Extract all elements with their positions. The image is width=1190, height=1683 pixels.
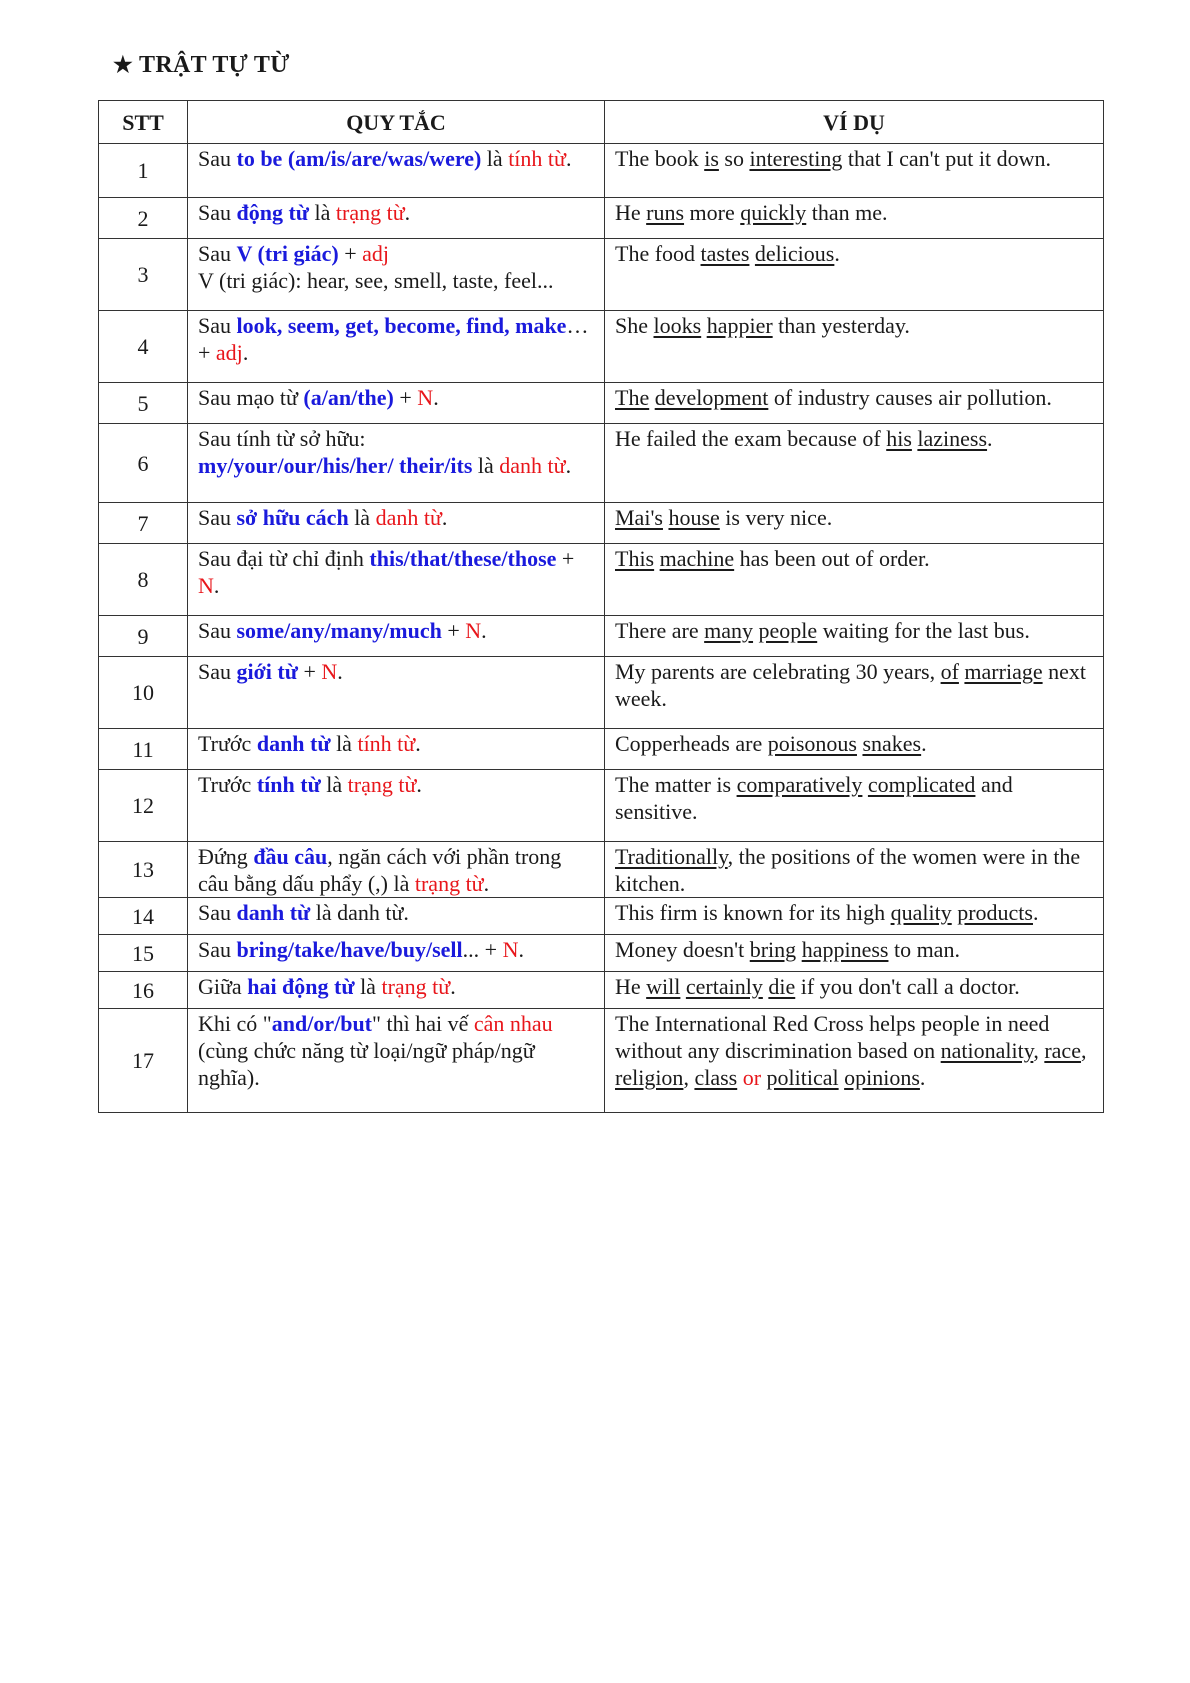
text-segment: , the positions of the women were in the kitchen. bbox=[615, 844, 1081, 896]
text-segment: là danh từ. bbox=[310, 900, 409, 925]
text-segment: … + bbox=[198, 313, 589, 365]
keyword: to be (am/is/are/was/were) bbox=[236, 146, 482, 171]
word-class: adj bbox=[362, 241, 390, 266]
keyword: sở hữu cách bbox=[236, 505, 349, 530]
row-number: 5 bbox=[99, 383, 188, 424]
row-number: 17 bbox=[99, 1009, 188, 1113]
text-segment: than yesterday. bbox=[772, 313, 910, 338]
word-class: cân nhau bbox=[473, 1011, 553, 1036]
underlined-word: tastes bbox=[700, 241, 750, 266]
text-segment: . bbox=[441, 505, 448, 530]
table-row bbox=[99, 503, 1104, 544]
word-class: N bbox=[465, 618, 482, 643]
text-segment: Sau bbox=[198, 659, 237, 684]
rule-cell bbox=[188, 144, 605, 198]
keyword: V (tri giác) bbox=[236, 241, 339, 266]
example-cell bbox=[605, 657, 1104, 729]
text-segment: (cùng chức năng từ loại/ngữ pháp/ngữ nghĩa). bbox=[198, 1038, 535, 1090]
rule-cell bbox=[188, 842, 605, 898]
text-segment: là bbox=[309, 200, 336, 225]
rule-cell bbox=[188, 729, 605, 770]
text-segment: . bbox=[481, 618, 487, 643]
text-segment: He failed the exam because of bbox=[615, 426, 887, 451]
text-segment: . bbox=[450, 974, 456, 999]
text-segment: V (tri giác): hear, see, smell, taste, feel... bbox=[198, 268, 554, 293]
example-cell bbox=[605, 898, 1104, 935]
text-segment: Trước bbox=[198, 772, 257, 797]
example-cell bbox=[605, 770, 1104, 842]
header-example: VÍ DỤ bbox=[605, 101, 1104, 144]
text-segment: more bbox=[684, 200, 741, 225]
text-segment: là bbox=[481, 146, 509, 171]
underlined-word: delicious bbox=[754, 241, 835, 266]
text-segment: là bbox=[354, 974, 382, 999]
example-cell bbox=[605, 842, 1104, 898]
text-segment: to man. bbox=[888, 937, 960, 962]
example-cell bbox=[605, 144, 1104, 198]
word-class: danh từ bbox=[375, 505, 442, 530]
text-segment: He bbox=[615, 974, 647, 999]
keyword: my/your/our/his/her/ their/its bbox=[198, 453, 473, 478]
word-class: tính từ bbox=[508, 146, 566, 171]
word-class: N bbox=[321, 659, 338, 684]
text-segment: . bbox=[415, 731, 421, 756]
underlined-word: race bbox=[1044, 1038, 1081, 1063]
table-row bbox=[99, 383, 1104, 424]
row-number: 9 bbox=[99, 616, 188, 657]
text-segment: . bbox=[404, 200, 411, 225]
example-cell bbox=[605, 544, 1104, 616]
table-row bbox=[99, 842, 1104, 898]
underlined-word: quality bbox=[890, 900, 952, 925]
underlined-word: political bbox=[766, 1065, 839, 1090]
text-segment: is very nice. bbox=[719, 505, 833, 530]
keyword: giới từ bbox=[236, 659, 298, 684]
text-segment: . bbox=[433, 385, 439, 410]
rule-cell bbox=[188, 239, 605, 311]
word-class: trạng từ bbox=[335, 200, 405, 225]
text-segment: Khi có " bbox=[198, 1011, 272, 1036]
table-row bbox=[99, 657, 1104, 729]
text-segment: Sau mạo từ bbox=[198, 385, 304, 410]
row-number: 7 bbox=[99, 503, 188, 544]
page-title-text: TRẬT TỰ TỪ bbox=[139, 52, 290, 78]
rule-cell bbox=[188, 657, 605, 729]
keyword: động từ bbox=[236, 200, 309, 225]
rule-cell bbox=[188, 424, 605, 503]
text-segment: . bbox=[565, 453, 572, 478]
text-segment: The book bbox=[615, 146, 705, 171]
text-segment: so bbox=[718, 146, 750, 171]
word-class: N bbox=[417, 385, 434, 410]
word-class: trạng từ bbox=[347, 772, 417, 797]
text-segment: This firm is known for its high bbox=[615, 900, 891, 925]
row-number: 12 bbox=[99, 770, 188, 842]
text-segment: . bbox=[483, 871, 490, 896]
row-number: 6 bbox=[99, 424, 188, 503]
text-segment: là bbox=[330, 731, 358, 756]
text-segment: . bbox=[213, 573, 220, 598]
underlined-word: complicated bbox=[867, 772, 976, 797]
text-segment: + bbox=[297, 659, 322, 684]
word-class: trạng từ bbox=[381, 974, 451, 999]
rule-cell bbox=[188, 544, 605, 616]
page-title bbox=[113, 52, 290, 79]
text-segment: . bbox=[987, 426, 993, 451]
table-row bbox=[99, 935, 1104, 972]
underlined-word: house bbox=[668, 505, 720, 530]
rule-cell bbox=[188, 770, 605, 842]
underlined-word: happiness bbox=[801, 937, 889, 962]
text-segment: Đứng bbox=[198, 844, 254, 869]
word-class: adj bbox=[215, 340, 243, 365]
header-rule: QUY TẮC bbox=[188, 101, 605, 144]
underlined-word: Traditionally bbox=[615, 844, 728, 869]
word-order-table bbox=[98, 100, 1104, 1113]
text-segment: là bbox=[320, 772, 348, 797]
text-segment: if you don't call a doctor. bbox=[795, 974, 1020, 999]
underlined-word: comparatively bbox=[736, 772, 863, 797]
underlined-word: people bbox=[758, 618, 818, 643]
text-segment: + bbox=[441, 618, 466, 643]
word-class: N bbox=[198, 573, 214, 598]
example-cell bbox=[605, 383, 1104, 424]
keyword: (a/an/the) bbox=[303, 385, 394, 410]
text-segment: , bbox=[683, 1065, 695, 1090]
example-cell bbox=[605, 616, 1104, 657]
text-segment: Copperheads are bbox=[615, 731, 768, 756]
text-segment: than me. bbox=[806, 200, 888, 225]
underlined-word: happier bbox=[706, 313, 773, 338]
row-number: 1 bbox=[99, 144, 188, 198]
text-segment: Sau bbox=[198, 313, 237, 338]
text-segment: She bbox=[615, 313, 654, 338]
row-number: 11 bbox=[99, 729, 188, 770]
header-stt: STT bbox=[99, 101, 188, 144]
row-number: 13 bbox=[99, 842, 188, 898]
example-cell bbox=[605, 729, 1104, 770]
text-segment: Sau tính từ sở hữu: bbox=[198, 426, 366, 451]
text-segment: " thì hai vế bbox=[372, 1011, 474, 1036]
underlined-word: runs bbox=[646, 200, 685, 225]
row-number: 2 bbox=[99, 198, 188, 239]
underlined-word: marriage bbox=[964, 659, 1043, 684]
underlined-word: Mai's bbox=[615, 505, 663, 530]
text-segment: + bbox=[556, 546, 575, 571]
text-segment: of industry causes air pollution. bbox=[768, 385, 1052, 410]
text-segment: waiting for the last bus. bbox=[817, 618, 1030, 643]
keyword: bring/take/have/buy/sell bbox=[236, 937, 463, 962]
text-segment: Money doesn't bbox=[615, 937, 750, 962]
word-class: or bbox=[742, 1065, 762, 1090]
rule-cell bbox=[188, 1009, 605, 1113]
example-cell bbox=[605, 1009, 1104, 1113]
rule-cell bbox=[188, 383, 605, 424]
text-segment: The matter is bbox=[615, 772, 737, 797]
star-icon: ★ bbox=[113, 52, 134, 77]
example-cell bbox=[605, 972, 1104, 1009]
text-segment: . bbox=[921, 731, 927, 756]
text-segment: Sau bbox=[198, 146, 237, 171]
table-row bbox=[99, 616, 1104, 657]
keyword: and/or/but bbox=[271, 1011, 373, 1036]
underlined-word: The bbox=[615, 385, 650, 410]
text-segment: . bbox=[337, 659, 343, 684]
underlined-word: machine bbox=[659, 546, 735, 571]
keyword: hai động từ bbox=[247, 974, 355, 999]
row-number: 10 bbox=[99, 657, 188, 729]
table-row bbox=[99, 311, 1104, 383]
example-cell bbox=[605, 239, 1104, 311]
text-segment: . bbox=[565, 146, 572, 171]
underlined-word: products bbox=[957, 900, 1033, 925]
rule-cell bbox=[188, 972, 605, 1009]
table-row bbox=[99, 544, 1104, 616]
example-cell bbox=[605, 935, 1104, 972]
table-row bbox=[99, 729, 1104, 770]
row-number: 15 bbox=[99, 935, 188, 972]
table-row bbox=[99, 144, 1104, 198]
text-segment: Sau bbox=[198, 618, 237, 643]
text-segment: Sau bbox=[198, 937, 237, 962]
table-row bbox=[99, 898, 1104, 935]
text-segment: ... + bbox=[462, 937, 503, 962]
text-segment: has been out of order. bbox=[734, 546, 930, 571]
rule-cell bbox=[188, 198, 605, 239]
underlined-word: poisonous bbox=[767, 731, 857, 756]
text-segment: that I can't put it down. bbox=[842, 146, 1051, 171]
word-class: tính từ bbox=[357, 731, 416, 756]
underlined-word: quickly bbox=[740, 200, 807, 225]
example-cell bbox=[605, 503, 1104, 544]
table-row bbox=[99, 1009, 1104, 1113]
table-row bbox=[99, 239, 1104, 311]
text-segment: . bbox=[1032, 900, 1039, 925]
text-segment: + bbox=[393, 385, 418, 410]
text-segment: , bbox=[1033, 1038, 1045, 1063]
text-segment: là bbox=[348, 505, 376, 530]
example-cell bbox=[605, 198, 1104, 239]
text-segment: Sau bbox=[198, 505, 237, 530]
table-row bbox=[99, 770, 1104, 842]
text-segment: Trước bbox=[198, 731, 257, 756]
keyword: tính từ bbox=[256, 772, 321, 797]
underlined-word: will bbox=[646, 974, 681, 999]
text-segment: . bbox=[242, 340, 249, 365]
row-number: 3 bbox=[99, 239, 188, 311]
keyword: đầu câu bbox=[253, 844, 328, 869]
text-segment: . bbox=[518, 937, 524, 962]
example-cell bbox=[605, 311, 1104, 383]
underlined-word: die bbox=[768, 974, 796, 999]
table-row bbox=[99, 198, 1104, 239]
text-segment: . bbox=[416, 772, 422, 797]
text-segment: Sau bbox=[198, 241, 237, 266]
underlined-word: many bbox=[704, 618, 754, 643]
word-class: danh từ bbox=[499, 453, 566, 478]
text-segment: , ngăn cách với phần trong câu bằng dấu phẩy (,) là bbox=[198, 844, 562, 896]
text-segment: The International Red Cross helps people in need without any discrimination based on bbox=[615, 1011, 1050, 1063]
text-segment: Sau đại từ chỉ định bbox=[198, 546, 370, 571]
text-segment: , bbox=[1080, 1038, 1087, 1063]
rule-cell bbox=[188, 311, 605, 383]
underlined-word: development bbox=[654, 385, 769, 410]
keyword: danh từ bbox=[256, 731, 331, 756]
underlined-word: snakes bbox=[862, 731, 922, 756]
text-segment: and sensitive. bbox=[615, 772, 1013, 824]
underlined-word: his bbox=[886, 426, 912, 451]
underlined-word: looks bbox=[653, 313, 702, 338]
word-class: N bbox=[502, 937, 519, 962]
underlined-word: This bbox=[615, 546, 655, 571]
row-number: 4 bbox=[99, 311, 188, 383]
header-row bbox=[99, 101, 1104, 144]
underlined-word: of bbox=[940, 659, 959, 684]
text-segment: next week. bbox=[615, 659, 1086, 711]
text-segment: là bbox=[472, 453, 500, 478]
row-number: 14 bbox=[99, 898, 188, 935]
underlined-word: class bbox=[694, 1065, 738, 1090]
text-segment: There are bbox=[615, 618, 705, 643]
row-number: 8 bbox=[99, 544, 188, 616]
text-segment: + bbox=[338, 241, 363, 266]
keyword: this/that/these/those bbox=[369, 546, 557, 571]
underlined-word: opinions bbox=[844, 1065, 920, 1090]
rule-cell bbox=[188, 935, 605, 972]
word-class: trạng từ bbox=[414, 871, 484, 896]
underlined-word: interesting bbox=[749, 146, 843, 171]
underlined-word: religion bbox=[615, 1065, 684, 1090]
text-segment: . bbox=[919, 1065, 926, 1090]
underlined-word: certainly bbox=[685, 974, 763, 999]
table-row bbox=[99, 424, 1104, 503]
text-segment: . bbox=[834, 241, 840, 266]
text-segment: Giữa bbox=[198, 974, 248, 999]
text-segment: He bbox=[615, 200, 647, 225]
rule-cell bbox=[188, 898, 605, 935]
underlined-word: is bbox=[704, 146, 719, 171]
example-cell bbox=[605, 424, 1104, 503]
text-segment: My parents are celebrating 30 years, bbox=[615, 659, 941, 684]
rule-cell bbox=[188, 503, 605, 544]
table-row bbox=[99, 972, 1104, 1009]
row-number: 16 bbox=[99, 972, 188, 1009]
underlined-word: nationality bbox=[940, 1038, 1034, 1063]
text-segment: Sau bbox=[198, 900, 237, 925]
keyword: look, seem, get, become, find, make bbox=[236, 313, 567, 338]
keyword: danh từ bbox=[236, 900, 311, 925]
underlined-word: laziness bbox=[917, 426, 988, 451]
keyword: some/any/many/much bbox=[236, 618, 442, 643]
underlined-word: bring bbox=[749, 937, 797, 962]
table-body bbox=[99, 144, 1104, 1113]
text-segment: The food bbox=[615, 241, 701, 266]
text-segment: Sau bbox=[198, 200, 237, 225]
rule-cell bbox=[188, 616, 605, 657]
